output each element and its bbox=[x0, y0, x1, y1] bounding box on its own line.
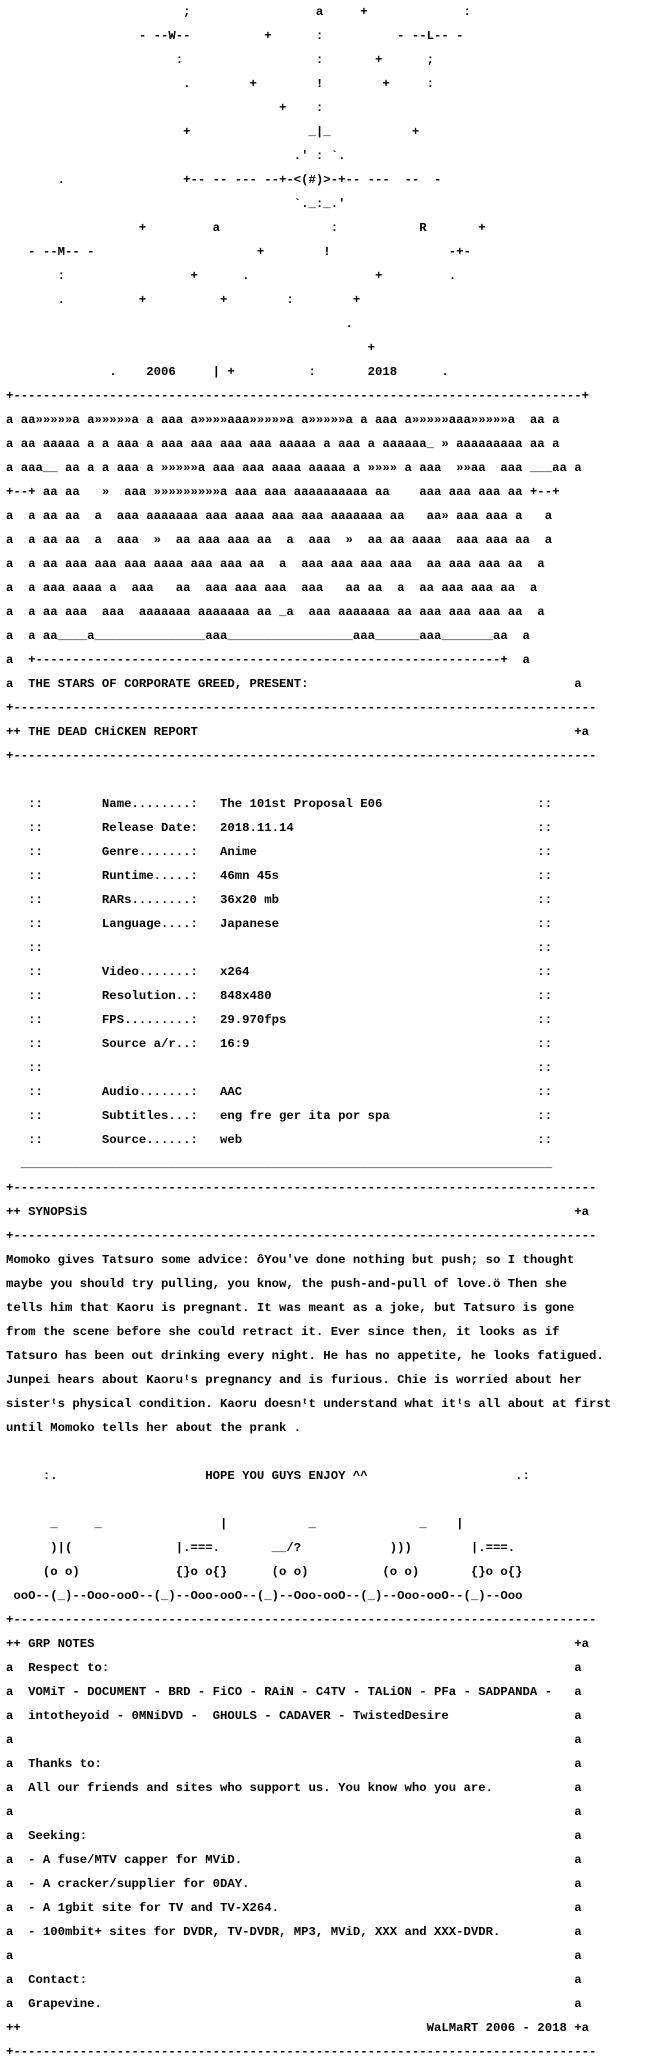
release-info-row: :: Runtime.....: 46mn 45s :: bbox=[6, 869, 553, 883]
synopsis-title: ++ SYNOPSiS +a bbox=[6, 1205, 589, 1219]
release-info-row: :: Video.......: x264 :: bbox=[6, 965, 553, 979]
release-info-underline: ________________________________________________________________________ bbox=[6, 1157, 553, 1171]
release-info-row: :: Subtitles...: eng fre ger ita por spa :: bbox=[6, 1109, 553, 1123]
banner-art-line: + bbox=[6, 341, 375, 355]
banner-art-line: + : bbox=[6, 101, 324, 115]
banner-art-line: . + ! + : bbox=[6, 77, 435, 91]
banner-art-line: . +-- -- --- --+-<(#)>-+-- --- -- - bbox=[6, 173, 442, 187]
synopsis-line: maybe you should try pulling, you know, the push-and-pull of love.ö Then she bbox=[6, 1277, 567, 1291]
divider: +------------------------------------------------------------------------------- bbox=[6, 1613, 597, 1627]
stars-logo-line: a a aa____a_______________aaa_________________aaa______aaa_______aa a bbox=[6, 629, 530, 643]
stars-heading: a THE STARS OF CORPORATE GREED, PRESENT: a bbox=[6, 677, 582, 691]
banner-art-line: - --W-- + : - --L-- - bbox=[6, 29, 464, 43]
seeking-line: a - A 1gbit site for TV and TV-X264. a bbox=[6, 1901, 582, 1915]
blank-line bbox=[6, 1494, 670, 1506]
banner-art-line: - --M-- - + ! -+- bbox=[6, 245, 471, 259]
seeking-line: a - A fuse/MTV capper for MViD. a bbox=[6, 1853, 582, 1867]
release-info-row: :: RARs........: 36x20 mb :: bbox=[6, 893, 553, 907]
synopsis-line: Momoko gives Tatsuro some advice: ôYou've done nothing but push; so I thought bbox=[6, 1253, 575, 1267]
release-info-row: :: Resolution..: 848x480 :: bbox=[6, 989, 553, 1003]
banner-art-line: `._:_.' bbox=[6, 197, 346, 211]
top-border: +-----------------------------------------------------------------------------+ bbox=[6, 389, 589, 403]
contact-heading: a Contact: a bbox=[6, 1973, 582, 1987]
blank-line: a a bbox=[6, 1733, 582, 1747]
banner-art-line: .' : `. bbox=[6, 149, 346, 163]
release-info-row: :: Genre.......: Anime :: bbox=[6, 845, 553, 859]
divider: +------------------------------------------------------------------------------- bbox=[6, 749, 597, 763]
respect-line: a intotheyoid - 0MNiDVD - GHOULS - CADAVER - TwistedDesire a bbox=[6, 1709, 582, 1723]
release-info-row: :: Source a/r..: 16:9 :: bbox=[6, 1037, 553, 1051]
synopsis-line: until Momoko tells her about the prank . bbox=[6, 1421, 302, 1435]
thanks-line: a All our friends and sites who support us. You know who you are. a bbox=[6, 1781, 582, 1795]
stars-logo-line: a a aaa aaaa a aaa aa aaa aaa aaa aaa aa aa a aa aaa aaa aa a bbox=[6, 581, 538, 595]
grp-notes-title: ++ GRP NOTES +a bbox=[6, 1637, 589, 1651]
stars-logo-line: a a aa aa a aaa aaaaaaa aaa aaaa aaa aaa aaaaaaa aa aa» aaa aaa a a bbox=[6, 509, 553, 523]
enjoy-art-line: )|( |.===. __/? ))) |.===. bbox=[6, 1541, 516, 1555]
stars-logo-line: a aa aaaaa a a aaa a aaa aaa aaa aaa aaaaa a aaa a aaaaaa_ » aaaaaaaaa aa a bbox=[6, 437, 560, 451]
thanks-heading: a Thanks to: a bbox=[6, 1757, 582, 1771]
nfo-document bbox=[6, 6, 670, 2070]
release-info-row: :: Audio.......: AAC :: bbox=[6, 1085, 553, 1099]
release-info-row: :: Source......: web :: bbox=[6, 1133, 553, 1147]
banner-art-line: : : + ; bbox=[6, 53, 435, 67]
stars-logo-line: a aa»»»»»a a»»»»»a a aaa a»»»»aaa»»»»»a a»»»»»a a aaa a»»»»»aaa»»»»»a aa a bbox=[6, 413, 560, 427]
stars-logo-line: +--+ aa aa » aaa »»»»»»»»»a aaa aaa aaaaaaaaaa aa aaa aaa aaa aa +--+ bbox=[6, 485, 560, 499]
seeking-heading: a Seeking: a bbox=[6, 1829, 582, 1843]
release-info-row: :: :: bbox=[6, 1061, 553, 1075]
divider: +------------------------------------------------------------------------------- bbox=[6, 1181, 597, 1195]
stars-logo-line: a a aa aaa aaa aaa aaaa aaa aaa aa a aaa aaa aaa aaa aa aaa aaa aa a bbox=[6, 557, 545, 571]
blank-line: a a bbox=[6, 1805, 582, 1819]
seeking-line: a - A cracker/supplier for 0DAY. a bbox=[6, 1877, 582, 1891]
enjoy-art-line: (o o) {}o o{} (o o) (o o) {}o o{} bbox=[6, 1565, 523, 1579]
blank-line bbox=[6, 774, 670, 786]
banner-art-line: : + . + . bbox=[6, 269, 457, 283]
blank-line bbox=[6, 1446, 670, 1458]
respect-line: a VOMiT - DOCUMENT - BRD - FiCO - RAiN - C4TV - TALiON - PFa - SADPANDA - a bbox=[6, 1685, 582, 1699]
release-info-row: :: Name........: The 101st Proposal E06 :: bbox=[6, 797, 553, 811]
enjoy-art-line: ooO--(_)--Ooo-ooO--(_)--Ooo-ooO--(_)--Ooo-ooO--(_)--Ooo-ooO--(_)--Ooo bbox=[6, 1589, 523, 1603]
seeking-line: a - 100mbit+ sites for DVDR, TV-DVDR, MP3, MViD, XXX and XXX-DVDR. a bbox=[6, 1925, 582, 1939]
contact-line: a Grapevine. a bbox=[6, 1997, 582, 2011]
stars-logo-line: a aaa__ aa a a aaa a »»»»»a aaa aaa aaaa aaaaa a »»»» a aaa »»aa aaa ___aa a bbox=[6, 461, 582, 475]
release-info-row: :: Language....: Japanese :: bbox=[6, 917, 553, 931]
synopsis-line: tells him that Kaoru is pregnant. It was meant as a joke, but Tatsuro is gone bbox=[6, 1301, 575, 1315]
respect-heading: a Respect to: a bbox=[6, 1661, 582, 1675]
banner-art-line: . 2006 | + : 2018 . bbox=[6, 365, 449, 379]
footer-signature: ++ WaLMaRT 2006 - 2018 +a bbox=[6, 2021, 589, 2035]
enjoy-art-line: _ _ | _ _ | bbox=[6, 1517, 464, 1531]
report-title: ++ THE DEAD CHiCKEN REPORT +a bbox=[6, 725, 589, 739]
stars-logo-line: a +---------------------------------------------------------------+ a bbox=[6, 653, 530, 667]
stars-logo-line: a a aa aa a aaa » aa aaa aaa aa a aaa » aa aa aaaa aaa aaa aa a bbox=[6, 533, 553, 547]
bottom-border: +------------------------------------------------------------------------------- bbox=[6, 2045, 597, 2059]
synopsis-line: from the scene before she could retract it. Ever since then, it looks as if bbox=[6, 1325, 560, 1339]
banner-art-line: ; a + : bbox=[6, 6, 471, 19]
release-info-row: :: :: bbox=[6, 941, 553, 955]
release-info-row: :: Release Date: 2018.11.14 :: bbox=[6, 821, 553, 835]
enjoy-message: :. HOPE YOU GUYS ENJOY ^^ .: bbox=[6, 1469, 530, 1483]
synopsis-line: Tatsuro has been out drinking every night. He has no appetite, he looks fatigued. bbox=[6, 1349, 604, 1363]
banner-art-line: + _|_ + bbox=[6, 125, 420, 139]
release-info-row: :: FPS.........: 29.970fps :: bbox=[6, 1013, 553, 1027]
synopsis-line: sisterᵗs physical condition. Kaoru doesnᵗt understand what itᵗs all about at first bbox=[6, 1397, 612, 1411]
divider: +------------------------------------------------------------------------------- bbox=[6, 1229, 597, 1243]
stars-logo-line: a a aa aaa aaa aaaaaaa aaaaaaa aa _a aaa aaaaaaa aa aaa aaa aaa aa a bbox=[6, 605, 545, 619]
synopsis-line: Junpei hears about Kaoruᵗs pregnancy and is furious. Chie is worried about her bbox=[6, 1373, 582, 1387]
banner-art-line: . + + : + bbox=[6, 293, 361, 307]
blank-line: a a bbox=[6, 1949, 582, 1963]
divider: +------------------------------------------------------------------------------- bbox=[6, 701, 597, 715]
banner-art-line: + a : R + bbox=[6, 221, 486, 235]
banner-art-line: . bbox=[6, 317, 353, 331]
